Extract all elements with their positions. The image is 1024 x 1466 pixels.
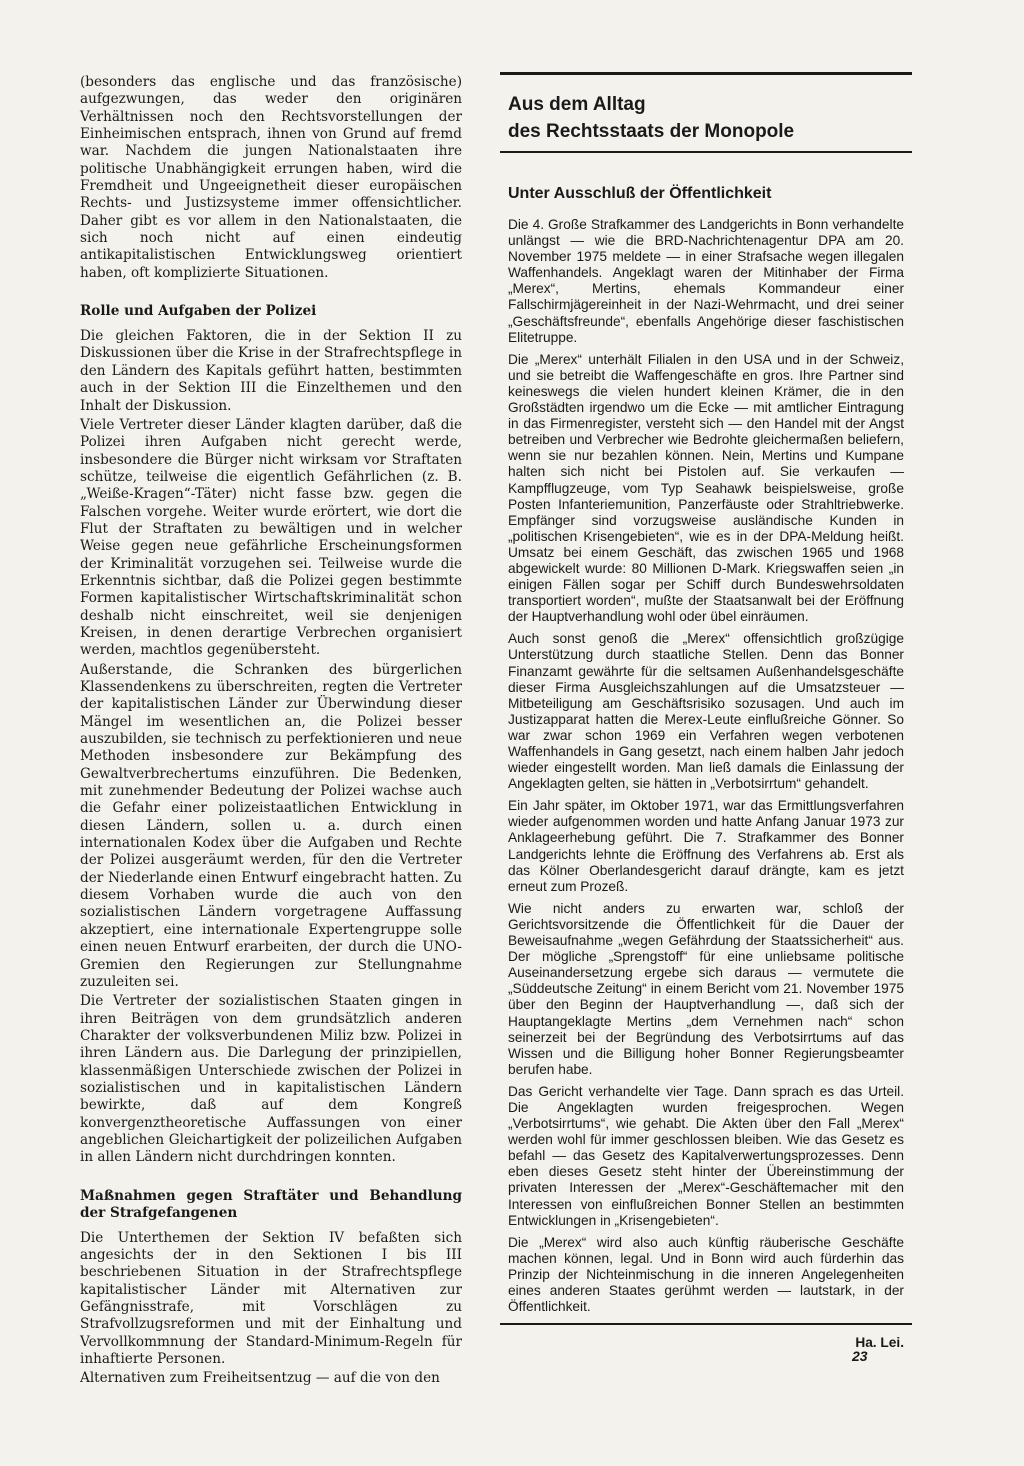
article-paragraph: Die „Merex“ wird also auch künftig räuberische Geschäfte machen können, legal. Und in Bonn wird auch fürderhin das Prinzip der Nichteinmischung in die inneren Angelegenheiten eines anderen Staates gerühmt werden — lautstark, in der Öffentlichkeit. [508,1234,904,1315]
article-paragraph: Auch sonst genoß die „Merex“ offensichtlich großzügige Unterstützung durch staatliche Stellen. Denn das Bonner Finanzamt gewährte für die seltsamen Außenhandelsgeschäfte dieser Firma Ausgleichszahlungen auf die Umsatzsteuer — Mitbeteiligung am Geschäftsrisiko sozusagen. Und auch im Justizapparat hatten die Merex-Leute einflußreiche Gönner. So war zwar schon 1969 ein Verfahren wegen verbotenen Waffenhandels in Gang gesetzt, nach einem halben Jahr jedoch wieder eingestellt worden. Man ließ damals die Einlassung der Angeklagten gelten, sie hätten in „Verbotsirrtum“ gehandelt. [508,631,904,792]
paragraph: Außerstande, die Schranken des bürgerlichen Klassendenkens zu überschreiten, regten die Vertreter der kapitalistischen Länder zur Überwindung dieser Mängel im wesentlichen an, die Polizei besser auszubilden, sie technisch zu perfektionieren und neue Methoden insbesondere zur Bekämpfung des Gewaltverbrechertums einzuführen. Die Bedenken, mit zunehmender Bedeutung der Polizei wachse auch die Gefahr einer polizeistaatlichen Entwicklung in diesen Ländern, sollen u. a. durch einen internationalen Kodex über die Aufgaben und Rechte der Polizei ausgeräumt werden, für den die Vertreter der Niederlande einen Entwurf eingebracht hatten. Zu diesem Vorhaben wurde die auch von den sozialistischen Ländern vorgetragene Auffassung akzeptiert, eine internationale Expertengruppe solle einen neuen Entwurf erarbeiten, der durch die UNO-Gremien den Regierungen zur Stellungnahme zuzuleiten sei. [80,661,462,990]
article-paragraph: Wie nicht anders zu erwarten war, schloß der Gerichtsvorsitzende die Öffentlichkeit für die Dauer der Beweisaufnahme „wegen Gefährdung der Staatssicherheit“ aus. Der mögliche „Sprengstoff“ für eine unliebsame politische Auseinandersetzung ergebe sich daraus — vermutete die „Süddeutsche Zeitung“ in einem Bericht vom 21. November 1975 über den Beginn der Hauptverhandlung —, daß sich der Hauptangeklagte Mertins „dem Vernehmen nach“ schon seinerzeit bei der Begründung des Verbotsirrtums auf das Wissen und die Billigung hoher Bonner Regierungsbeamter berufen habe. [508,900,904,1077]
box-title-rule [500,151,912,153]
signature: Ha. Lei. [855,1335,904,1351]
left-column [80,74,462,1390]
article-paragraph: Das Gericht verhandelte vier Tage. Dann sprach es das Urteil. Die Angeklagten wurden freigesprochen. Wegen „Verbotsirrtums“, wie gehabt. Die Akten über den Fall „Merex“ werden wohl für immer geschlossen bleiben. Wie das Gesetz es befahl — das Gesetz des Kapitalverwertungsprozesses. Denn eben dieses Gesetz steht hinter der Übereinstimmung der privaten Interessen der „Merex“-Geschäftemacher mit den Interessen von einflußreichen Bonner Stellen an bestimmten Entwicklungen in „Krisengebieten“. [508,1083,904,1228]
article-body [500,217,912,1315]
article-end-rule [500,1323,912,1325]
article-title: Unter Ausschluß der Öffentlichkeit [508,185,772,202]
article-paragraph: Ein Jahr später, im Oktober 1971, war das Ermittlungsverfahren wieder aufgenommen worden und hatte Anfang Januar 1973 zur Anklageerhebung geführt. Die 7. Strafkammer des Bonner Landgerichts lehnte die Eröffnung des Verfahrens ab. Erst als das Kölner Oberlandesgericht darauf drängte, kam es jetzt erneut zum Prozeß. [508,798,904,894]
page-number: 23 [852,1348,868,1364]
paragraph: Alternativen zum Freiheitsentzug — auf die von den [80,1370,440,1387]
paragraph: Die Unterthemen der Sektion IV befaßten sich angesichts der in den Sektionen I bis III beschriebenen Situation in der Strafrechtspflege kapitalistischer Länder mit Alternativen zur Gefängnisstrafe, mit Vorschlägen zu Strafvollzugsreformen und mit der Einhaltung und Vervollkommnung der Standard-Minimum-Regeln für inhaftierte Personen. [80,1229,462,1368]
article-paragraph: Die 4. Große Strafkammer des Landgerichts in Bonn verhandelte unlängst — wie die BRD-Nachrichtenagentur DPA am 20. November 1975 meldete — in einer Strafsache wegen illegalen Waffenhandels. Angeklagt waren der Mitinhaber der Firma „Merex“, Mertins, ehemals Kommandeur einer Fallschirmjägereinheit in der Nazi-Wehrmacht, und drei seiner „Geschäftsfreunde“, ebenfalls Angehörige dieser faschistischen Elitetruppe. [508,217,904,345]
box-title [500,75,912,151]
paragraph: Die gleichen Faktoren, die in der Sektion II zu Diskussionen über die Krise in der Strafrechtspflege in den Ländern des Kapitals geführt hatten, bestimmten auch in der Sektion III die Einzelthemen und den Inhalt der Diskussion. [80,328,462,414]
intro-paragraph: (besonders das englische und das französische) aufgezwungen, das weder den originären Verhältnissen noch den Rechtsvorstellungen der Einheimischen entsprach, ihnen von Grund auf fremd war. Nachdem die jungen Nationalstaaten ihre politische Unabhängigkeit errungen haben, wird die Fremdheit und Ungeeignetheit dieser europäischen Rechts- und Justizsysteme immer offensichtlicher. Daher gibt es vor allem in den Nationalstaaten, die sich noch nicht auf einen eindeutig antikapitalistischen Entwicklungsweg orientiert haben, oft komplizierte Situationen. [80,74,462,281]
article-paragraph: Die „Merex“ unterhält Filialen in den USA und in der Schweiz, und sie betreibt die Waffengeschäfte en gros. Ihre Partner sind keineswegs die vielen hundert kleinen Krämer, die in den Großstädten irgendwo um die Ecke — mit amtlicher Eintragung in das Firmenregister, versteht sich — den Handel mit der Angst betreiben und Verbrecher wie Bedrohte gleichermaßen beliefern, wenn sie nur bezahlen können. Nein, Mertins und Kumpane halten sich nicht bei Pistolen auf. Sie verkaufen — Kampfflugzeuge, vom Typ Seahawk beispielsweise, große Posten Infanteriemunition, Panzerfäuste oder Strahltriebwerke. Empfänger sind vorzugsweise ausländische Kunden in „politischen Krisengebieten“, wie es in der DPA-Meldung heißt. Umsatz bei einem Geschäft, das zwischen 1965 und 1968 abgewickelt wurde: 80 Millionen D-Mark. Kriegswaffen seien „in einigen Fällen sogar per Schiff durch Bundeswehrsoldaten transportiert worden“, mußte der Staatsanwalt bei der Eröffnung der Hauptverhandlung wohl oder übel einräumen. [508,351,904,625]
paragraph: Die Vertreter der sozialistischen Staaten gingen in ihren Beiträgen von dem grundsätzlich anderen Charakter der volksverbundenen Miliz bzw. Polizei in ihren Ländern aus. Die Darlegung der prinzipiellen, klassenmäßigen Unterschiede zwischen der Polizei in sozialistischen und in kapitalistischen Ländern bewirkte, daß auf dem Kongreß konvergenztheoretische Auffassungen von einer angeblichen Gleichartigkeit der polizeilichen Aufgaben in allen Ländern nicht durchdringen konnten. [80,993,462,1166]
heading-measures: Maßnahmen gegen Straftäter und Behandlung der Strafgefangenen [80,1187,462,1221]
paragraph: Viele Vertreter dieser Länder klagten darüber, daß die Polizei ihren Aufgaben nicht gerecht werde, insbesondere die Bürger nicht wirksam vor Straftaten schütze, teilweise die eigentlich Gefährlichen (z. B. „Weiße-Kragen“-Täter) nicht fasse bzw. gegen die Falschen vorgehe. Weiter wurde erörtert, wie dort die Flut der Straftaten zu bewältigen und in welcher Weise gegen neue gefährliche Erscheinungsformen der Kriminalität vorzugehen sei. Teilweise wurde die Erkenntnis sichtbar, daß die Polizei gegen bestimmte Formen kapitalistischer Wirtschaftskriminalität schon deshalb nicht einschreitet, weil sie denjenigen Kreisen, in denen derartige Verbrechen organisiert werden, machtlos gegenübersteht. [80,416,462,659]
box-title-line2: des Rechtsstaats der Monopole [508,121,795,142]
heading-police: Rolle und Aufgaben der Polizei [80,303,317,320]
box-title-line1: Aus dem Alltag [508,94,646,115]
right-column [500,72,912,1351]
